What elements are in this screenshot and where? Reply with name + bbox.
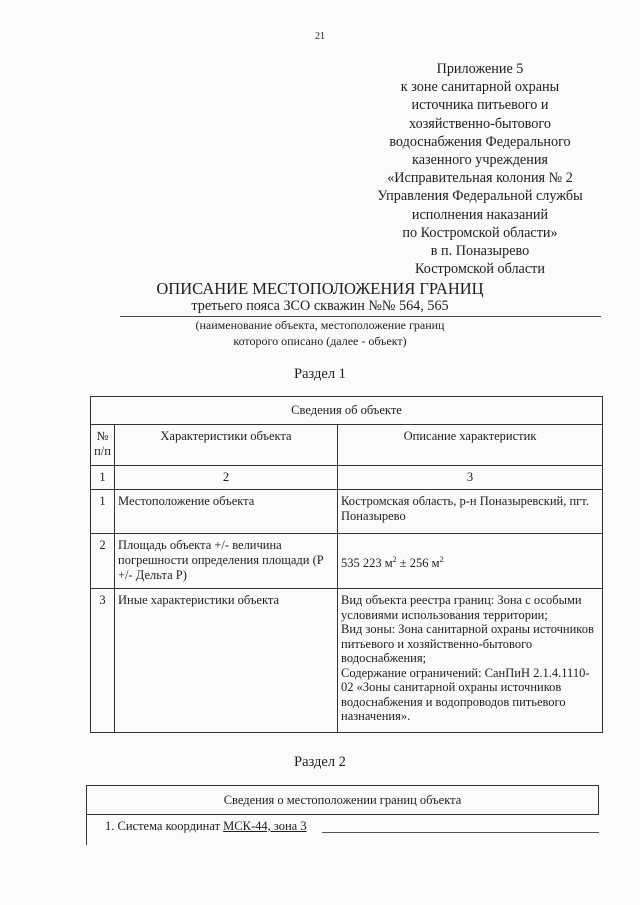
object-info-table: [90, 396, 603, 733]
coordinate-system-row: [87, 815, 599, 845]
appendix-line: Костромской области: [415, 261, 545, 278]
appendix-line: казенного учреждения: [412, 152, 548, 169]
page-number: 21: [315, 31, 325, 42]
appendix-line: по Костромской области»: [402, 224, 558, 241]
table-title: Сведения об объекте: [91, 397, 603, 425]
area-error-exponent: 2: [439, 554, 444, 564]
row-characteristic: Местоположение объекта: [115, 490, 338, 534]
subtitle-underline: [120, 316, 601, 317]
table-title: Сведения о местоположении границ объекта: [87, 786, 599, 815]
appendix-line: Управления Федеральной службы: [377, 188, 583, 205]
row-description: Вид объекта реестра границ: Зона с особыми условиями использования территории; Вид зоны: Зона санитарной охраны источников питьевого и хозяйственно-бытового водоснабжения; Содержание ограничений: СанПиН 2.1.4.1110-02 «Зоны санитарной охраны источников водоснабжения и водопроводов питьевого назначения».: [338, 589, 603, 733]
coordinate-system-value: МСК-44, зона 3: [223, 819, 307, 833]
row-characteristic: Иные характеристики объекта: [115, 589, 338, 733]
area-exponent: 2: [392, 554, 397, 564]
row-area-value: [338, 534, 603, 589]
row-number: 1: [91, 490, 115, 534]
document-subtitle: третьего пояса ЗСО скважин №№ 564, 565: [191, 298, 449, 314]
appendix-line: в п. Поназырево: [430, 243, 530, 260]
section1-heading: Раздел 1: [294, 366, 346, 382]
document-title: ОПИСАНИЕ МЕСТОПОЛОЖЕНИЯ ГРАНИЦ: [156, 279, 484, 298]
appendix-line: исполнения наказаний: [411, 206, 549, 223]
table-row: [91, 534, 603, 589]
column-header-num: № п/п: [91, 425, 115, 466]
appendix-line: «Исправительная колония № 2: [387, 170, 573, 187]
note-line: (наименование объекта, местоположение границ: [195, 318, 445, 332]
area-error: ± 256 м: [396, 555, 440, 570]
column-number: 3: [338, 466, 603, 490]
appendix-line: к зоне санитарной охраны: [400, 79, 560, 96]
appendix-line: водоснабжения Федерального: [389, 133, 571, 150]
column-header-description: Описание характеристик: [338, 425, 603, 466]
coordinate-system-label: 1. Система координат: [105, 819, 224, 833]
area-value: 535 223 м: [341, 555, 393, 570]
row-number: 3: [91, 589, 115, 733]
appendix-header: [360, 60, 600, 278]
table-row: [91, 589, 603, 733]
row-characteristic: Площадь объекта +/- величина погрешности определения площади (Р +/- Дельта Р): [115, 534, 338, 589]
subtitle-note: [0, 318, 640, 349]
note-line: которого описано (далее - объект): [233, 333, 407, 348]
column-number: 2: [115, 466, 338, 490]
row-number: 2: [91, 534, 115, 589]
appendix-line: хозяйственно-бытового: [409, 115, 551, 132]
row-description: Костромская область, р-н Поназыревский, пгт. Поназырево: [338, 490, 603, 534]
coordinate-underline: [322, 832, 599, 833]
column-number: 1: [91, 466, 115, 490]
column-header-characteristic: Характеристики объекта: [115, 425, 338, 466]
appendix-line: Приложение 5: [436, 61, 524, 77]
section2-heading: Раздел 2: [294, 754, 346, 770]
table-row: [91, 490, 603, 534]
boundary-info-table: [86, 785, 599, 845]
appendix-line: источника питьевого и: [411, 97, 549, 114]
